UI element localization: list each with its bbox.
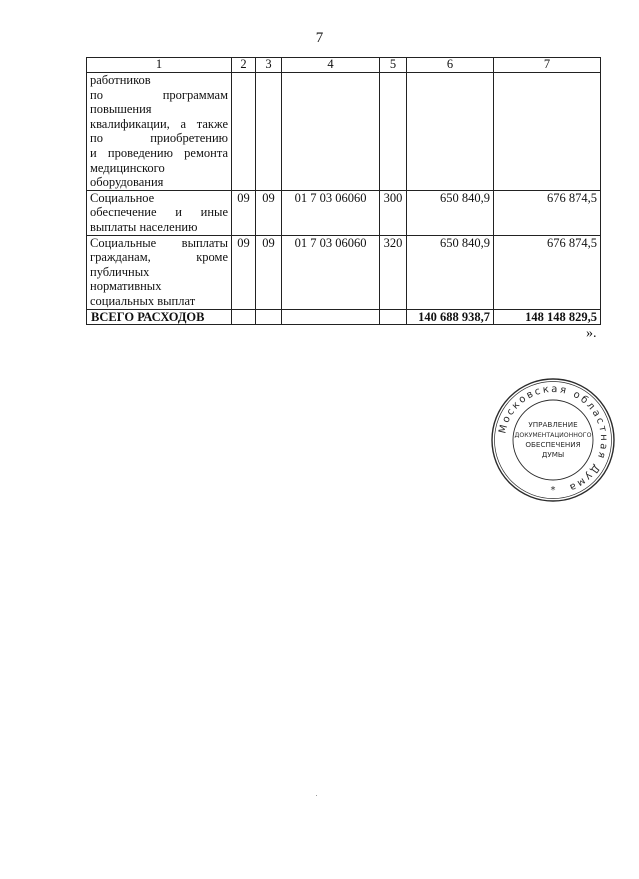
description-line: по программам [90, 87, 228, 102]
header-col-5: 5 [380, 58, 407, 73]
official-stamp [488, 375, 618, 505]
description-line: повышения [90, 102, 152, 117]
cell-amount-col6: 650 840,9 [407, 190, 494, 235]
table-row [87, 190, 601, 235]
header-col-4: 4 [282, 58, 380, 73]
closing-quote: ». [586, 326, 597, 341]
description-line: обеспечение и иные [90, 205, 228, 220]
stamp-center-line: ДУМЫ [541, 450, 565, 459]
description-line: по приобретению [90, 131, 228, 146]
stamp-star-icon: * [550, 485, 556, 496]
cell-expense-type: 320 [380, 235, 407, 309]
stamp-center-line: ДОКУМЕНТАЦИОННОГО [514, 432, 592, 439]
total-row [87, 309, 601, 324]
table-row [87, 73, 601, 191]
description-line: и проведению ремонта [90, 145, 228, 160]
header-col-7: 7 [494, 58, 601, 73]
cell-section: 09 [232, 235, 256, 309]
description-line: гражданам, кроме [90, 250, 228, 265]
stamp-center-line: ОБЕСПЕЧЕНИЯ [525, 440, 581, 449]
cell-subsection: 09 [256, 235, 282, 309]
cell-amount-col7: 676 874,5 [494, 190, 601, 235]
table-row [87, 235, 601, 309]
cell-expense-type [380, 73, 407, 191]
cell-subsection [256, 73, 282, 191]
row-description [87, 73, 232, 191]
cell-section [232, 73, 256, 191]
scan-speck [316, 795, 317, 796]
total-empty-cell [380, 309, 407, 324]
description-line: выплаты населению [90, 219, 198, 234]
cell-amount-col7: 676 874,5 [494, 235, 601, 309]
cell-amount-col6: 650 840,9 [407, 235, 494, 309]
total-empty-cell [282, 309, 380, 324]
cell-target-article: 01 7 03 06060 [282, 190, 380, 235]
total-empty-cell [256, 309, 282, 324]
cell-target-article: 01 7 03 06060 [282, 235, 380, 309]
row-description [87, 190, 232, 235]
description-line: нормативных [90, 279, 162, 294]
cell-subsection: 09 [256, 190, 282, 235]
description-line: медицинского [90, 160, 165, 175]
description-line: социальных выплат [90, 293, 196, 308]
cell-amount-col6 [407, 73, 494, 191]
total-label: ВСЕГО РАСХОДОВ [87, 309, 232, 324]
cell-target-article [282, 73, 380, 191]
header-col-6: 6 [407, 58, 494, 73]
page-number: 7 [315, 30, 324, 46]
header-col-3: 3 [256, 58, 282, 73]
budget-table [86, 57, 601, 325]
description-line: работников [90, 73, 151, 87]
total-empty-cell [232, 309, 256, 324]
header-col-2: 2 [232, 58, 256, 73]
header-col-1: 1 [87, 58, 232, 73]
cell-amount-col7 [494, 73, 601, 191]
description-line: оборудования [90, 175, 164, 190]
description-line: публичных [90, 264, 150, 279]
cell-expense-type: 300 [380, 190, 407, 235]
header-row [87, 58, 601, 73]
stamp-center-line: УПРАВЛЕНИЕ [528, 420, 578, 429]
description-line: Социальное [90, 190, 155, 205]
stamp-ring-text-path: Московская областная Дума [497, 383, 610, 494]
cell-section: 09 [232, 190, 256, 235]
total-amount-col7: 148 148 829,5 [494, 309, 601, 324]
description-line: квалификации, а также [90, 116, 228, 131]
total-amount-col6: 140 688 938,7 [407, 309, 494, 324]
description-line: Социальные выплаты [90, 235, 228, 250]
row-description [87, 235, 232, 309]
